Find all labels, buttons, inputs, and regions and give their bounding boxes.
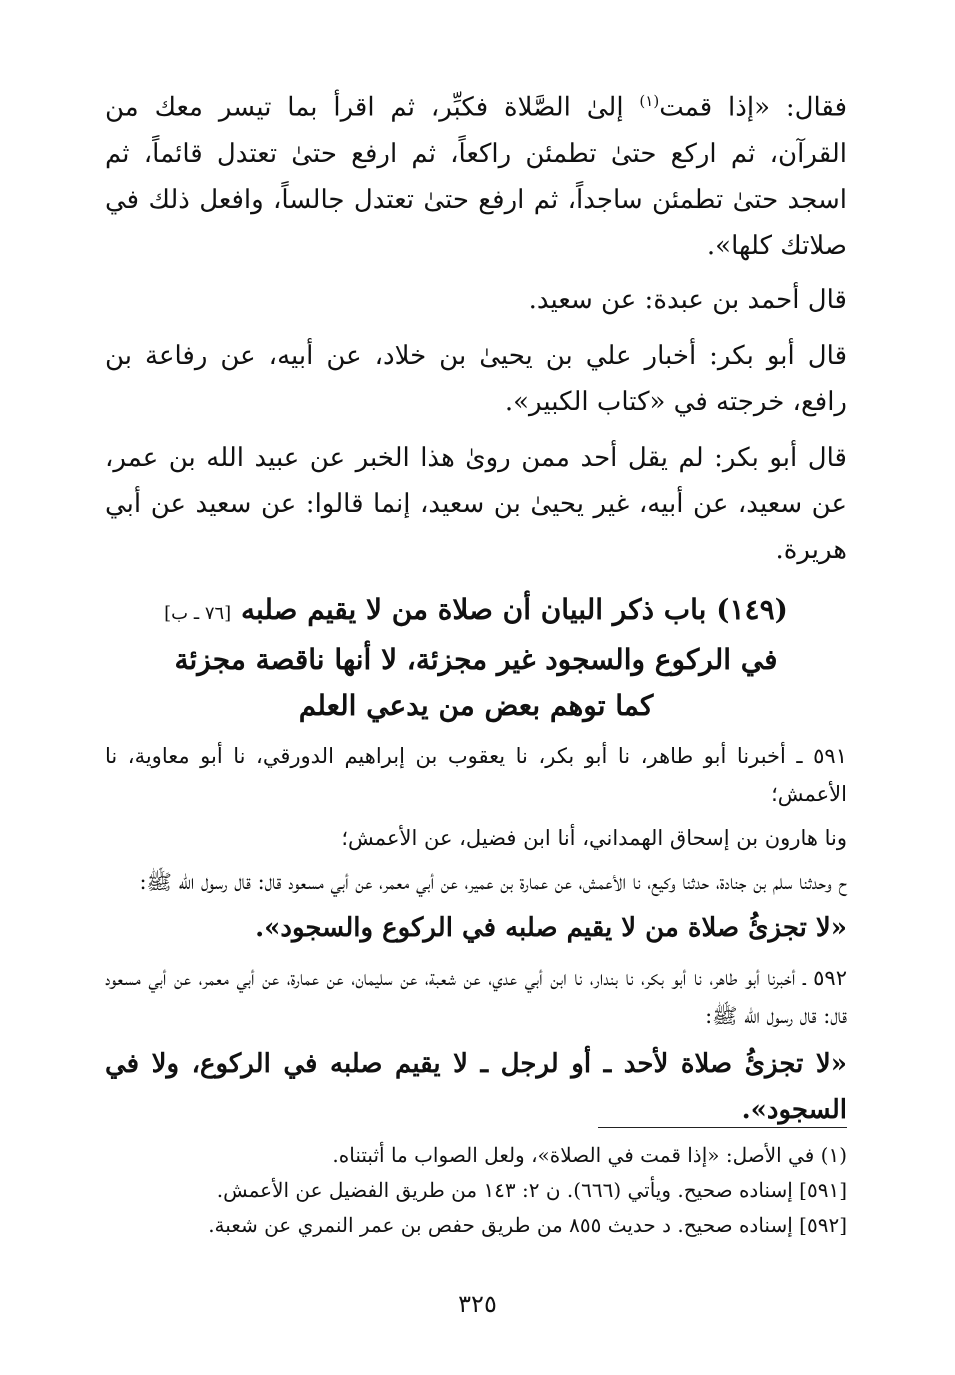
hadith-592-isnad: ٥٩٢ ـ أخبرنا أبو طاهر، نا أبو بكر، نا بندار، نا ابن أبي عدي، عن شعبة، عن سليمان، عن عمارة، عن أبي معمر، عن أبي مسعود قال: قال رسول الله ﷺ: (105, 965, 847, 1028)
paragraph-hadith-text (105, 78, 847, 269)
page-number: ٣٢٥ (458, 1290, 497, 1318)
para1-rest: إلىٰ الصَّلاة فكبِّر، ثم اقرأ بما تيسر معك من القرآن، ثم اركع حتىٰ تطمئن راكعاً، ثم ارفع حتىٰ تعتدل قائماً، ثم اسجد حتىٰ تطمئن ساجداً، ثم ارفع حتىٰ تعتدل جالساً، وافعل ذلك في صلاتك كلها». (105, 92, 847, 261)
heading-line-3: كما توهم بعض من يدعي العلم (298, 688, 654, 722)
page-reference: [٧٦ ـ ب] (164, 602, 232, 624)
footnote-591: [٥٩١] إسناده صحيح. ويأتي (٦٦٦). ن ٢: ١٤٣ من طريق الفضيل عن الأعمش. (216, 1178, 847, 1202)
heading-line-2: في الركوع والسجود غير مجزئة، لا أنها ناقصة مجزئة (174, 642, 778, 676)
footnotes (140, 1138, 847, 1243)
hadith-591-matn: «لا تجزئُ صلاة من لا يقيم صلبه في الركوع والسجود». (255, 912, 847, 943)
hadith-591-isnad-1: ٥٩١ ـ أخبرنا أبو طاهر، نا أبو بكر، نا يعقوب بن إبراهيم الدورقي، نا أبو معاوية، نا الأعمش؛ (105, 743, 847, 806)
hadith-591-isnad-3: ح وحدثنا سلم بن جنادة، حدثنا وكيع، نا الأعمش، عن عمارة بن عمير، عن أبي معمر، عن أبي مسعود قال: قال رسول الله ﷺ: (139, 869, 847, 894)
footnote-marker[interactable]: (١) (639, 92, 660, 110)
hadith-592-matn: «لا تجزئُ صلاة لأحد ـ أو لرجل ـ لا يقيم صلبه في الركوع، ولا في السجود». (105, 1048, 847, 1125)
footnote-divider (598, 1127, 847, 1128)
main-text (105, 78, 847, 1141)
footnote-592: [٥٩٢] إسناده صحيح. د حديث ٨٥٥ من طريق حفص بن عمر النمري عن شعبة. (208, 1213, 847, 1237)
para1-start: فقال: «إذا قمت (659, 92, 847, 123)
paragraph-abu-bakr-1: قال أبو بكر: أخبار علي بن يحيىٰ بن خلاد، عن أبيه، عن رفاعة بن رافع، خرجته في «كتاب الكبير». (105, 340, 847, 417)
heading-line-1: (١٤٩) باب ذكر البيان أن صلاة من لا يقيم صلبه [٧٦ ـ ب] (164, 592, 788, 626)
paragraph-abu-bakr-2: قال أبو بكر: لم يقل أحد ممن روىٰ هذا الخبر عن عبيد الله بن عمر، عن سعيد، عن أبيه، غير يحيىٰ بن سعيد، إنما قالوا: عن سعيد عن أبي هريرة. (105, 442, 847, 565)
paragraph-ahmad: قال أحمد بن عبدة: عن سعيد. (528, 284, 847, 315)
footnote-1: (١) في الأصل: «إذا قمت في الصلاة»، ولعل الصواب ما أثبتناه. (332, 1143, 847, 1167)
hadith-591-isnad-2: ونا هارون بن إسحاق الهمداني، أنا ابن فضيل، عن الأعمش؛ (341, 825, 847, 850)
chapter-heading (105, 587, 847, 729)
